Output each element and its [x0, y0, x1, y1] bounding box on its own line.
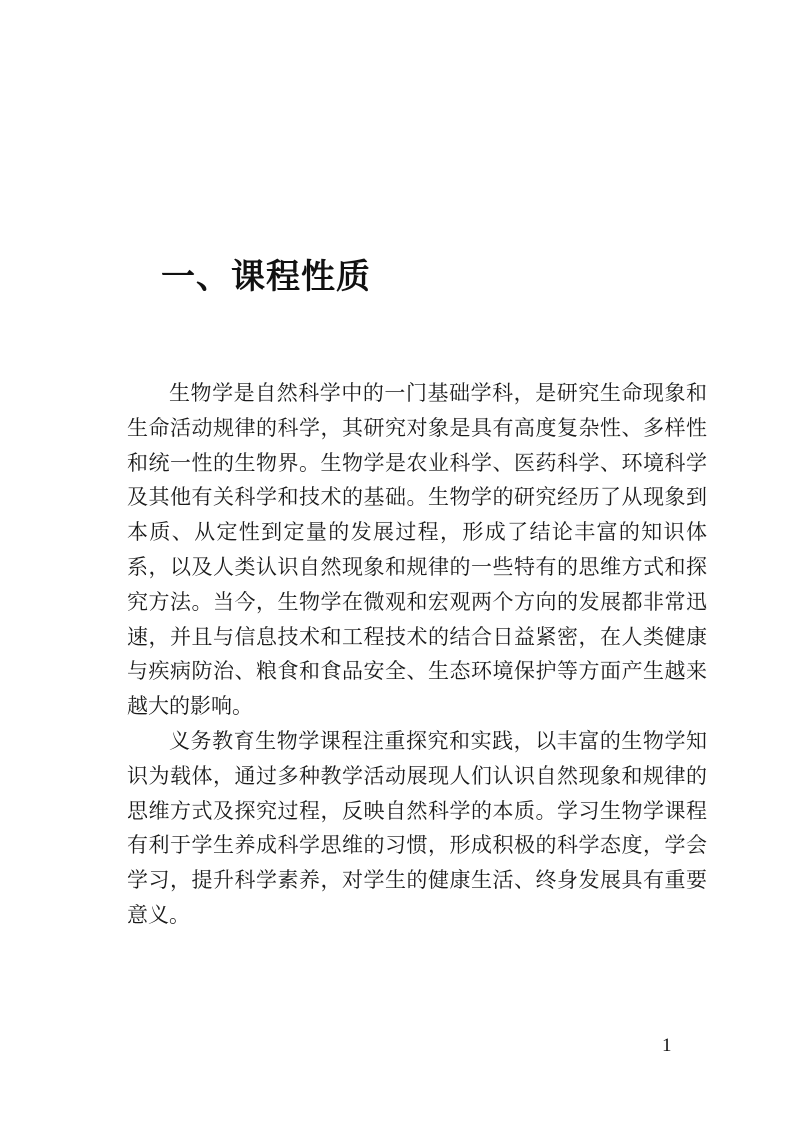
paragraph-2: 义务教育生物学课程注重探究和实践，以丰富的生物学知识为载体，通过多种教学活动展现人们认识自然现象和规律的思维方式及探究过程，反映自然科学的本质。学习生物学课程有利于学生养成科学思维的习惯，形成积极的科学态度，学会学习，提升科学素养，对学生的健康生活、终身发展具有重要意义。 — [127, 728, 707, 927]
page-number: 1 — [662, 1035, 672, 1056]
body-text — [127, 376, 707, 933]
section-heading: 一、课程性质 — [161, 257, 371, 297]
paragraph-1: 生物学是自然科学中的一门基础学科，是研究生命现象和生命活动规律的科学，其研究对象是具有高度复杂性、多样性和统一性的生物界。生物学是农业科学、医药科学、环境科学及其他有关科学和技术的基础。生物学的研究经历了从现象到本质、从定性到定量的发展过程，形成了结论丰富的知识体系，以及人类认识自然现象和规律的一些特有的思维方式和探究方法。当今，生物学在微观和宏观两个方向的发展都非常迅速，并且与信息技术和工程技术的结合日益紧密，在人类健康与疾病防治、粮食和食品安全、生态环境保护等方面产生越来越大的影响。 — [127, 381, 707, 719]
